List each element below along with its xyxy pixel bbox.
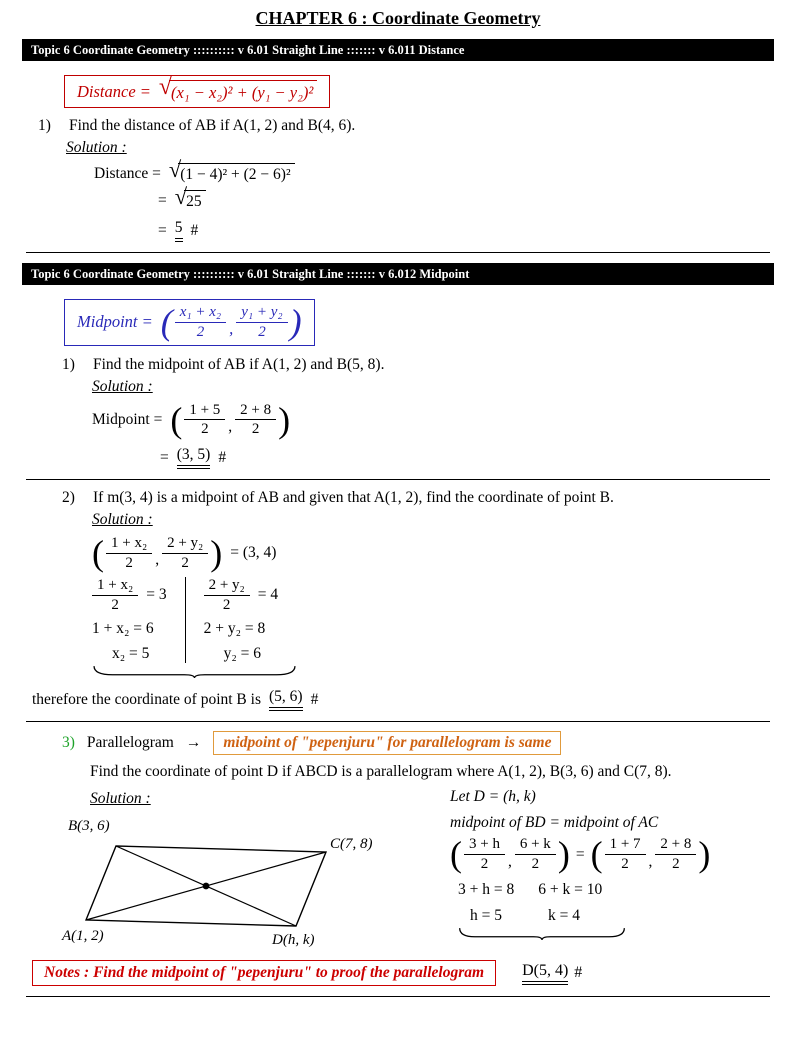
conclusion-text: therefore the coordinate of point B is <box>32 690 261 708</box>
fraction-numerator: 1 + x₂ <box>92 577 138 596</box>
hash-mark: # <box>574 964 583 982</box>
section-divider <box>26 252 770 253</box>
equals-sign: = <box>575 845 585 863</box>
fraction <box>515 836 556 873</box>
question-number: 3) <box>62 734 75 752</box>
fraction-denominator: 2 <box>480 856 489 873</box>
notes-box: Notes : Find the midpoint of "pepenjuru" to proof the parallelogram <box>32 960 496 986</box>
midpoint-formula-box <box>64 299 315 346</box>
solution-label: Solution : <box>66 139 127 156</box>
final-answer: (3, 5) <box>177 446 211 469</box>
final-answer: (5, 6) <box>269 688 303 711</box>
fraction-denominator: 2 <box>672 856 680 873</box>
section-divider <box>26 479 770 480</box>
midpoint-dot <box>203 883 210 890</box>
vertex-label-a: A(1, 2) <box>62 928 104 945</box>
coordinate-pair <box>92 535 222 572</box>
fraction-numerator: 2 + 8 <box>655 836 696 855</box>
comma: , <box>507 852 512 870</box>
fraction-denominator: 2 <box>196 323 205 340</box>
hash-mark: # <box>190 221 199 239</box>
solution-label: Solution : <box>92 511 153 529</box>
distance-step-3 <box>158 219 770 242</box>
fraction-numerator: x₁ + x₂ <box>175 304 226 323</box>
radical <box>158 74 317 103</box>
question-intro: Parallelogram <box>86 734 174 752</box>
right-paren-icon: ) <box>557 834 570 875</box>
coordinate-pair <box>161 304 302 341</box>
fraction <box>204 577 250 614</box>
equals-sign: = <box>160 448 169 466</box>
fraction-numerator: y₁ + y₂ <box>236 304 287 323</box>
comma: , <box>228 417 233 435</box>
radical-icon: √ <box>174 184 188 209</box>
midpoint-q1 <box>62 356 770 374</box>
radical-icon: √ <box>168 157 182 182</box>
parallelogram-line-3 <box>470 907 770 925</box>
fraction <box>92 577 138 614</box>
left-paren-icon: ( <box>160 302 173 342</box>
parallelogram-question: Find the coordinate of point D if ABCD is a parallelogram where A(1, 2), B(3, 6) and C(7, 8). <box>90 763 672 781</box>
fraction <box>106 535 152 572</box>
coordinate-pair <box>591 836 711 873</box>
x-row-3: x₂ = 5 <box>112 645 150 663</box>
fraction <box>236 304 287 341</box>
distance-q1 <box>38 117 770 135</box>
underbrace <box>458 927 626 940</box>
step-label: Distance = <box>94 164 161 182</box>
x-column <box>92 577 167 664</box>
distance-formula-wrap <box>64 75 770 108</box>
right-paren-icon: ) <box>698 834 711 875</box>
radicand: (1 − 4)² + (2 − 6)² <box>178 163 294 184</box>
midpoint-q2 <box>62 489 770 507</box>
parallelogram-answer <box>522 962 582 985</box>
fraction-denominator: 2 <box>201 421 209 438</box>
equals-sign: = <box>158 221 167 239</box>
radical <box>168 157 295 184</box>
bottom-divider <box>26 996 770 997</box>
let-line: Let D = (h, k) <box>450 788 536 806</box>
equation-k: 6 + k = 10 <box>538 880 603 898</box>
comma: , <box>648 852 653 870</box>
underbrace <box>92 665 297 678</box>
solution-right-column <box>450 786 770 952</box>
parallelogram-figure <box>60 812 400 952</box>
solution-label: Solution : <box>90 790 151 808</box>
comma: , <box>229 319 234 339</box>
fraction-denominator: 2 <box>125 554 133 571</box>
page-title: CHAPTER 6 : Coordinate Geometry <box>255 8 541 28</box>
distance-step-2 <box>158 184 770 211</box>
fraction-numerator: 1 + 5 <box>184 402 225 421</box>
midpoint-equality-line: midpoint of BD = midpoint of AC <box>450 814 659 832</box>
fraction-denominator: 2 <box>531 856 540 873</box>
question-number: 1) <box>38 117 51 134</box>
fraction-denominator: 2 <box>181 554 189 571</box>
conclusion-line <box>32 688 770 711</box>
fraction <box>605 836 646 873</box>
right-paren-icon: ) <box>210 533 223 574</box>
parallelogram-equation <box>450 836 770 873</box>
left-paren-icon: ( <box>170 399 183 440</box>
y-column <box>185 577 279 664</box>
tip-box: midpoint of "pepenjuru" for parallelogram is same <box>213 731 561 755</box>
right-paren-icon: ) <box>278 399 291 440</box>
radical-icon: √ <box>158 74 173 100</box>
y-row-2: 2 + y₂ = 8 <box>203 620 266 638</box>
equation-columns <box>92 577 770 664</box>
midpoint-step-1 <box>92 399 770 440</box>
x-row-1 <box>92 577 167 614</box>
distance-step-1 <box>94 157 770 184</box>
question-number: 1) <box>62 355 75 373</box>
hash-mark: # <box>218 448 227 466</box>
fraction-denominator: 2 <box>251 421 260 438</box>
radical <box>174 184 206 211</box>
hash-mark: # <box>310 690 319 708</box>
left-paren-icon: ( <box>590 834 603 875</box>
fraction-numerator: 6 + k <box>515 836 556 855</box>
equation-rhs: = (3, 4) <box>230 544 277 562</box>
coordinate-pair <box>450 836 570 873</box>
parallelogram-line-2 <box>458 881 770 899</box>
left-paren-icon: ( <box>92 533 104 574</box>
topic-bar-distance: Topic 6 Coordinate Geometry :::::::::: v 6.01 Straight Line ::::::: v 6.011 Distance <box>22 39 774 61</box>
fraction-numerator: 2 + y₂ <box>162 535 208 554</box>
equation-h: 3 + h = 8 <box>458 880 515 898</box>
coordinate-pair <box>170 399 291 440</box>
arrow-right-icon: → <box>185 734 202 752</box>
vertex-label-b: B(3, 6) <box>68 818 110 835</box>
equals-sign: = <box>158 191 167 209</box>
final-answer: 5 <box>175 219 183 242</box>
fraction-denominator: 2 <box>222 596 231 613</box>
step-label: Midpoint = <box>92 410 163 428</box>
fraction <box>464 836 505 873</box>
row-rhs: = 3 <box>146 586 167 604</box>
solution-area <box>26 786 770 952</box>
vertex-label-d: D(h, k) <box>272 932 315 949</box>
question-text: Find the midpoint of AB if A(1, 2) and B(5, 8). <box>93 355 385 373</box>
y-row-3: y₂ = 6 <box>223 645 261 663</box>
formula-label: Distance = <box>77 81 151 101</box>
x-row-2: 1 + x₂ = 6 <box>92 620 154 638</box>
comma: , <box>155 551 160 569</box>
radicand: 25 <box>184 190 206 211</box>
question-text: Find the distance of AB if A(1, 2) and B(4, 6). <box>69 117 356 134</box>
fraction <box>175 304 226 341</box>
question-text: If m(3, 4) is a midpoint of AB and given that A(1, 2), find the coordinate of point B. <box>93 489 614 507</box>
midpoint-q2-equation <box>92 535 770 572</box>
fraction-numerator: 1 + 7 <box>605 836 646 855</box>
right-paren-icon: ) <box>289 302 302 342</box>
solution-h: h = 5 <box>470 906 502 924</box>
solution-label: Solution : <box>92 377 153 395</box>
vertex-label-c: C(7, 8) <box>330 836 373 853</box>
radicand: (x₁ − x₂)² + (y₁ − y₂)² <box>169 80 317 103</box>
formula-label: Midpoint = <box>77 312 153 332</box>
fraction-numerator: 2 + y₂ <box>204 577 250 596</box>
row-rhs: = 4 <box>257 586 279 604</box>
final-row <box>32 960 770 986</box>
fraction-numerator: 2 + 8 <box>235 402 276 421</box>
fraction <box>655 836 696 873</box>
fraction <box>235 402 276 439</box>
distance-formula-box <box>64 75 330 108</box>
solution-left-column <box>26 786 450 952</box>
left-paren-icon: ( <box>450 834 462 875</box>
fraction <box>162 535 208 572</box>
fraction-numerator: 3 + h <box>464 836 505 855</box>
question-number: 2) <box>62 489 75 507</box>
section-divider <box>26 721 770 722</box>
fraction-denominator: 2 <box>621 856 629 873</box>
fraction <box>184 402 225 439</box>
topic-bar-midpoint: Topic 6 Coordinate Geometry :::::::::: v 6.01 Straight Line ::::::: v 6.012 Midpoint <box>22 263 774 285</box>
solution-k: k = 4 <box>548 906 580 924</box>
y-row-1 <box>204 577 279 614</box>
parallelogram-q3 <box>62 731 770 755</box>
fraction-denominator: 2 <box>111 596 119 613</box>
parallelogram-diagram <box>60 812 400 952</box>
midpoint-step-2 <box>160 446 770 469</box>
fraction-numerator: 1 + x₂ <box>106 535 152 554</box>
fraction-denominator: 2 <box>258 323 266 340</box>
midpoint-formula-wrap <box>64 299 770 346</box>
final-answer: D(5, 4) <box>522 962 568 985</box>
